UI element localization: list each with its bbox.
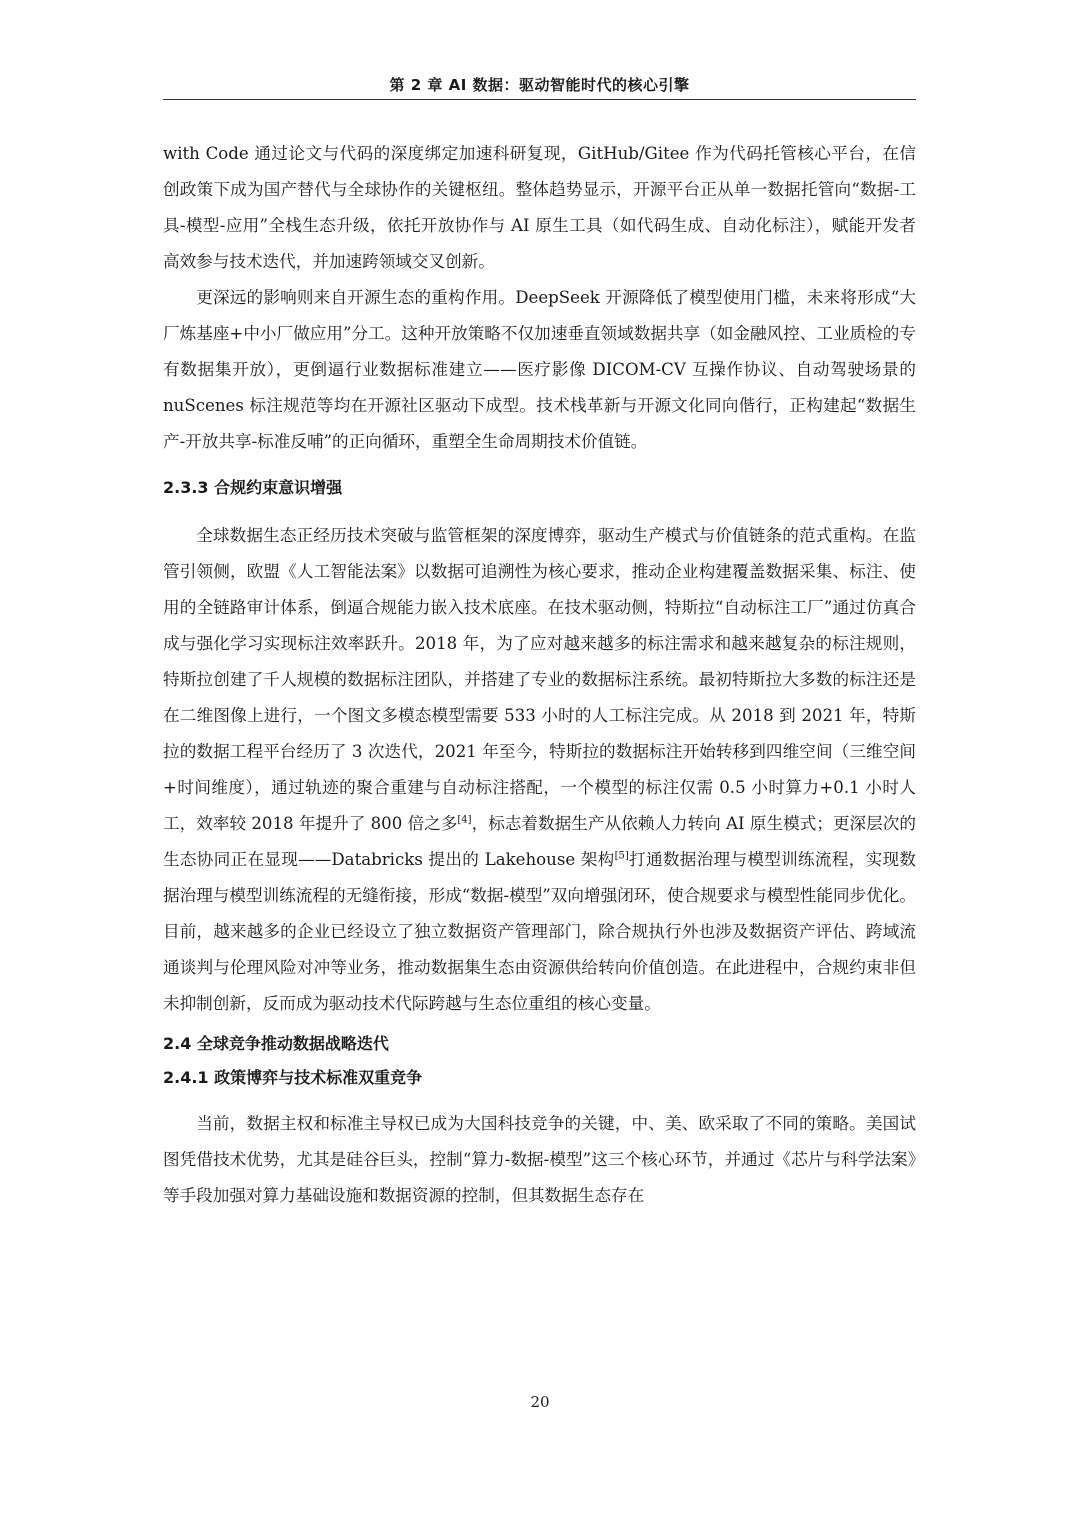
header-rule xyxy=(163,99,916,100)
paragraph-open-source-impact: 更深远的影响则来自开源生态的重构作用。DeepSeek 开源降低了模型使用门槛，未来将形成“大厂炼基座+中小厂做应用”分工。这种开放策略不仅加速垂直领域数据共享（如金融风控、工业质检的专有数据集开放），更倒逼行业数据标准建立——医疗影像 DICOM-CV 互操作协议、自动驾驶场景的 nuScenes 标注规范等均在开源社区驱动下成型。技术栈革新与开源文化同向偕行，正构建起“数据生产-开放共享-标准反哺”的正向循环，重塑全生命周期技术价值链。 xyxy=(163,288,916,451)
page-body xyxy=(163,136,916,1214)
running-head: 第 2 章 AI 数据：驱动智能时代的核心引擎 xyxy=(389,76,690,94)
paragraph-compliance-part-1: 全球数据生态正经历技术突破与监管框架的深度博弈，驱动生产模式与价值链条的范式重构。在监管引领侧，欧盟《人工智能法案》以数据可追溯性为核心要求，推动企业构建覆盖数据采集、标注、使用的全链路审计体系，倒逼合规能力嵌入技术底座。在技术驱动侧，特斯拉“自动标注工厂”通过仿真合成与强化学习实现标注效率跃升。2018 年，为了应对越来越多的标注需求和越来越复杂的标注规则，特斯拉创建了千人规模的数据标注团队，并搭建了专业的数据标注系统。最初特斯拉大多数的标注还是在二维图像上进行，一个图文多模态模型需要 533 小时的人工标注完成。从 2018 到 2021 年，特斯拉的数据工程平台经历了 3 次迭代，2021 年至今，特斯拉的数据标注开始转移到四维空间（三维空间+时间维度），通过轨迹的聚合重建与自动标注搭配，一个模型的标注仅需 0.5 小时算力+0.1 小时人工，效率较 2018 年提升了 800 倍之多 xyxy=(163,526,916,833)
section-heading-2-3-3: 2.3.3 合规约束意识增强 xyxy=(163,478,343,497)
paragraph-continuation: with Code 通过论文与代码的深度绑定加速科研复现，GitHub/Gitee 作为代码托管核心平台，在信创政策下成为国产替代与全球协作的关键枢纽。整体趋势显示，开源平台正从单一数据托管向“数据-工具-模型-应用”全栈生态升级，依托开放协作与 AI 原生工具（如代码生成、自动化标注），赋能开发者高效参与技术迭代，并加速跨领域交叉创新。 xyxy=(163,144,916,271)
page-number: 20 xyxy=(530,1393,550,1411)
citation-4[interactable]: [4] xyxy=(457,814,472,826)
paragraph-policy-competition: 当前，数据主权和标准主导权已成为大国科技竞争的关键，中、美、欧采取了不同的策略。美国试图凭借技术优势，尤其是硅谷巨头，控制“算力-数据-模型”这三个核心环节，并通过《芯片与科学法案》等手段加强对算力基础设施和数据资源的控制，但其数据生态存在 xyxy=(163,1114,916,1205)
citation-5[interactable]: [5] xyxy=(614,850,629,862)
section-heading-2-4: 2.4 全球竞争推动数据战略迭代 xyxy=(163,1034,389,1053)
section-heading-2-4-1: 2.4.1 政策博弈与技术标准双重竞争 xyxy=(163,1068,423,1087)
paragraph-compliance xyxy=(163,518,916,1022)
paragraph-compliance-part-3: 打通数据治理与模型训练流程，实现数据治理与模型训练流程的无缝衔接，形成“数据-模型”双向增强闭环，使合规要求与模型性能同步优化。目前，越来越多的企业已经设立了独立数据资产管理部门，除合规执行外也涉及数据资产评估、跨域流通谈判与伦理风险对冲等业务，推动数据集生态由资源供给转向价值创造。在此进程中，合规约束非但未抑制创新，反而成为驱动技术代际跨越与生态位重组的核心变量。 xyxy=(163,850,917,1013)
paragraph-compliance-part-2: ，标志着数据生产从依赖人力转向 AI 原生模式；更深层次的生态协同正在显现——Databricks 提出的 Lakehouse 架构 xyxy=(163,814,916,869)
